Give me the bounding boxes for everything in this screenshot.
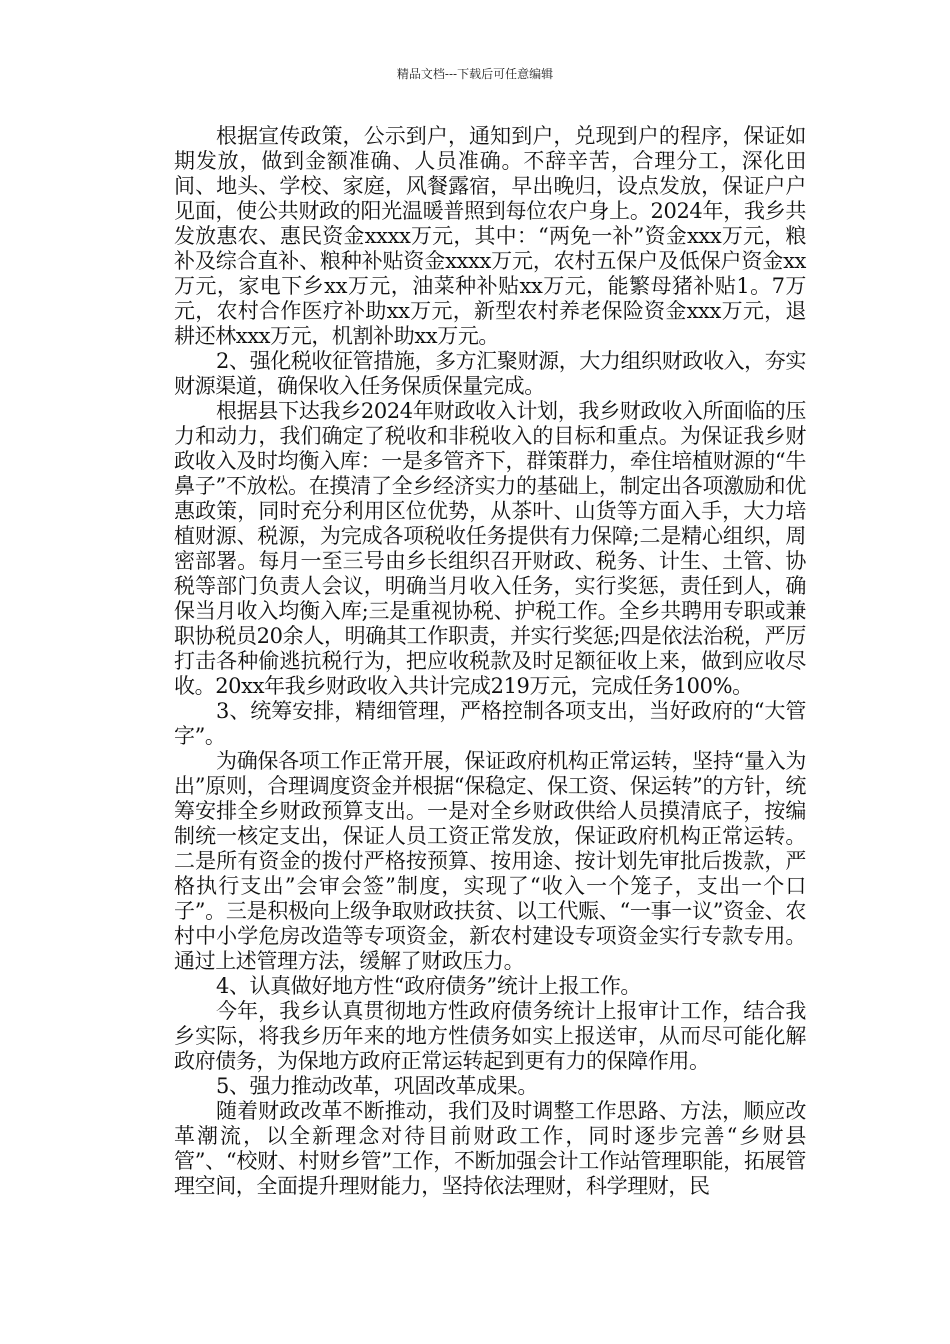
- heading-tax-collection: 2、强化税收征管措施，多方汇聚财源，大力组织财政收入，夯实财源渠道，确保收入任务保质保量完成。: [174, 349, 806, 398]
- paragraph-benefit-distribution: 根据宣传政策，公示到户，通知到户，兑现到户的程序，保证如期发放，做到金额准确、人员准确。不辞辛苦，合理分工，深化田间、地头、学校、家庭，风餐露宿，早出晚归，设点发放，保证户户见面，使公共财政的阳光温暖普照到每位农户身上。2024年，我乡共发放惠农、惠民资金xxxx万元，其中：“两免一补”资金xxx万元，粮补及综合直补、粮种补贴资金xxxx万元，农村五保户及低保户资金xx万元，家电下乡xx万元，油菜种补贴xx万元，能繁母猪补贴1。7万元，农村合作医疗补助xx万元，新型农村养老保险资金xxx万元，退耕还林xxx万元，机割补助xx万元。: [174, 124, 806, 348]
- paragraph-revenue-plan: 根据县下达我乡2024年财政收入计划，我乡财政收入所面临的压力和动力，我们确定了税收和非税收入的目标和重点。为保证我乡财政收入及时均衡入库：一是多管齐下，群策群力，牵住培植财源的“牛鼻子”不放松。在摸清了全乡经济实力的基础上，制定出各项激励和优惠政策，同时充分利用区位优势，从茶叶、山货等方面入手，大力培植财源、税源，为完成各项税收任务提供有力保障;二是精心组织，周密部署。每月一至三号由乡长组织召开财政、税务、计生、土管、协税等部门负责人会议，明确当月收入任务，实行奖惩，责任到人，确保当月收入均衡入库;三是重视协税、护税工作。全乡共聘用专职或兼职协税员20余人，明确其工作职责，并实行奖惩;四是依法治税，严厉打击各种偷逃抗税行为，把应收税款及时足额征收上来，做到应收尽收。20xx年我乡财政收入共计完成219万元，完成任务100%。: [174, 399, 806, 698]
- heading-expenditure-control: 3、统筹安排，精细管理，严格控制各项支出，当好政府的“大管字”。: [174, 699, 806, 748]
- document-body: [174, 124, 806, 1199]
- heading-government-debt: 4、认真做好地方性“政府债务”统计上报工作。: [216, 974, 642, 998]
- heading-reform: 5、强力推动改革，巩固改革成果。: [216, 1074, 538, 1098]
- paragraph-budget-management: 为确保各项工作正常开展，保证政府机构正常运转，坚持“量入为出”原则，合理调度资金并根据“保稳定、保工资、保运转”的方针，统筹安排全乡财政预算支出。一是对全乡财政供给人员摸清底子，按编制统一核定支出，保证人员工资正常发放，保证政府机构正常运转。二是所有资金的拨付严格按预算、按用途、按计划先审批后拨款，严格执行支出”会审会签”制度，实现了“收入一个笼子，支出一个口子”。三是积极向上级争取财政扶贫、以工代赈、“一事一议”资金、农村中小学危房改造等专项资金，新农村建设专项资金实行专款专用。通过上述管理方法，缓解了财政压力。: [174, 749, 806, 973]
- paragraph-debt-reporting: 今年，我乡认真贯彻地方性政府债务统计上报审计工作，结合我乡实际，将我乡历年来的地方性债务如实上报送审，从而尽可能化解政府债务，为保地方政府正常运转起到更有力的保障作用。: [174, 999, 806, 1073]
- page-header: 精品文档---下载后可任意编辑: [396, 67, 554, 81]
- paragraph-reform-progress: 随着财政改革不断推动，我们及时调整工作思路、方法，顺应改革潮流，以全新理念对待目前财政工作，同时逐步完善“乡财县管”、“校财、村财乡管”工作，不断加强会计工作站管理职能，拓展管理空间，全面提升理财能力，坚持依法理财，科学理财，民: [174, 1099, 806, 1198]
